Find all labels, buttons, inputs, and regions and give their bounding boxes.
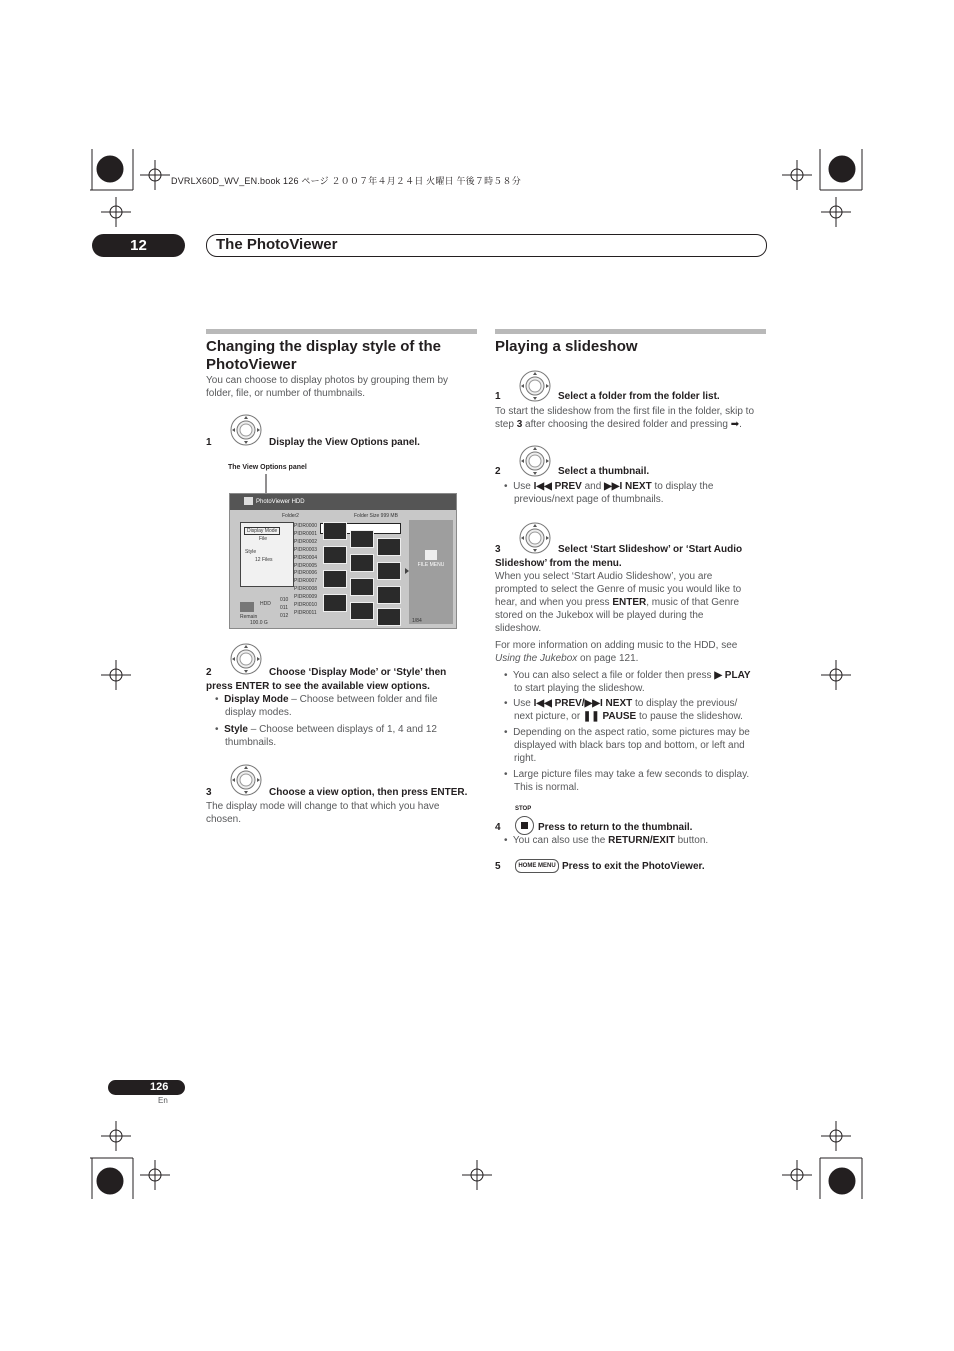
screen-folder-size: Folder Size 999 MB [354, 513, 398, 519]
thumbnail [350, 554, 374, 572]
list-item: • You can also select a file or folder then press ▶ PLAY to start playing the slideshow. [504, 670, 751, 694]
file-item: PIDR0009 [294, 594, 318, 601]
thumbnail [377, 562, 401, 580]
step-body: To start the slideshow from the first file in the folder, skip to step 3 after choosing the desired folder and pressing ➡. [495, 406, 755, 430]
step-body [206, 800, 477, 826]
bullet-text: button. [674, 835, 709, 846]
step-text: Press to exit the PhotoViewer. [562, 861, 705, 872]
heading-line: Changing the display style of the [206, 338, 442, 355]
thumbnail [350, 578, 374, 596]
step-text: Select ‘Start Slideshow’ or ‘Start Audio [558, 544, 743, 555]
display-mode-value: File [259, 536, 268, 542]
cross-reference: Using the Jukebox [495, 653, 578, 664]
body-text: For more information on adding music to the HDD, see [495, 640, 738, 651]
list-item: • Large picture files may take a few seconds to display. This is normal. [504, 769, 750, 793]
file-list [294, 523, 322, 618]
bullet-text: display modes. [225, 707, 292, 718]
file-item: PIDR0007 [294, 578, 318, 585]
section-rule [495, 329, 766, 334]
style-value: 12 Files [255, 557, 273, 563]
screen-page: 1/84 [412, 618, 422, 624]
row-number: 012 [280, 612, 289, 619]
step-text: Press to return to the thumbnail. [538, 822, 693, 833]
thumbnail [323, 594, 347, 612]
key-label: ENTER [612, 597, 647, 608]
row-numbers [280, 597, 288, 621]
list-item: • Depending on the aspect ratio, some pictures may be displayed with black bars top and bottom, or left and right. [504, 727, 750, 764]
thumbnail [377, 538, 401, 556]
body-text: stored on the Jukebox will be played during the [495, 610, 704, 621]
key-label: NEXT [605, 698, 633, 709]
step-number: 3 [206, 787, 212, 798]
thumbnail [377, 608, 401, 626]
bullet-text: displayed with black bars top and bottom, or left and [514, 740, 745, 751]
bullet-text: You can also use the [512, 835, 609, 846]
intro-text: You can choose to display photos by grouping them by [206, 375, 449, 386]
file-item: PIDR0003 [294, 546, 318, 553]
enter-dial-icon [229, 763, 263, 797]
stop-button-icon [515, 816, 534, 835]
page-number: 126 [150, 1081, 169, 1093]
file-item: PIDR0005 [294, 562, 318, 569]
play-icon: ▶ [714, 670, 723, 681]
key-label: NEXT [625, 481, 652, 492]
file-menu-panel [409, 520, 453, 624]
arrow-right-icon: ➡ [730, 419, 740, 430]
pause-icon: ❚❚ [582, 711, 600, 722]
photoviewer-screen [229, 493, 457, 629]
bullet-text: next picture, or [514, 711, 583, 722]
prev-icon: I◀◀ [533, 698, 552, 709]
list-item: • Display Mode – Choose between folder and file display modes. [215, 694, 438, 718]
step-number: 3 [495, 544, 501, 555]
body-text: The display mode will change to that which you have [206, 801, 440, 812]
file-item: PIDR0008 [294, 586, 318, 593]
file-item: PIDR0006 [294, 570, 318, 577]
file-item: PIDR0004 [294, 554, 318, 561]
key-label: PREV [554, 481, 582, 492]
bullet-text: – Choose between folder and file [288, 694, 438, 705]
body-text: prompted to select the Genre of music you would like to [495, 584, 742, 595]
thumbnail [350, 530, 374, 548]
body-text: on page 121. [577, 653, 639, 664]
body-text: To start the slideshow from the first file in the folder, skip to [495, 406, 755, 417]
bullet-text: Use [513, 698, 534, 709]
screen-folder: Folder2 [282, 513, 299, 519]
step-number: 5 [495, 861, 501, 872]
file-item: PIDR0001 [294, 530, 318, 537]
bullet-text: thumbnails. [225, 737, 277, 748]
display-mode-label: Display Mode [244, 527, 280, 535]
body-text: When you select ‘Start Audio Slideshow’, you are [495, 571, 713, 582]
bullet-label: Style [224, 724, 248, 735]
bullet-text: to display the previous/ [632, 698, 738, 709]
bullet-text: Depending on the aspect ratio, some pictures may be [513, 727, 750, 738]
step-text: press ENTER to see the available view options. [206, 681, 430, 692]
step-text: Select a folder from the folder list. [558, 391, 720, 402]
bullet-text: to start playing the slideshow. [514, 683, 645, 694]
bullet-text: This is normal. [514, 782, 580, 793]
screen-title: PhotoViewer HDD [230, 494, 456, 510]
next-icon: ▶▶I [584, 698, 603, 709]
page-number-badge [108, 1080, 185, 1095]
list-item: • Use I◀◀ PREV/▶▶I NEXT to display the previous/ next picture, or ❚❚ PAUSE to pause the slideshow. [504, 698, 743, 722]
step-number: 2 [206, 667, 212, 678]
thumbnail [323, 522, 347, 540]
next-icon: ▶▶I [604, 481, 623, 492]
step-text: Slideshow’ from the menu. [495, 558, 622, 569]
view-options-panel [240, 522, 294, 587]
list-item: • You can also use the RETURN/EXIT button. [504, 835, 709, 846]
stop-label: STOP [515, 806, 532, 812]
list-item: • Style – Choose between displays of 1, 4 and 12 thumbnails. [215, 724, 437, 748]
step-number: 4 [495, 822, 501, 833]
style-label: Style [245, 549, 257, 555]
step-number: 1 [206, 437, 212, 448]
bullet-text: and [581, 481, 605, 492]
key-label: PAUSE [602, 711, 637, 722]
chapter-title: The PhotoViewer [216, 236, 338, 253]
step-text: Select a thumbnail. [558, 466, 650, 477]
list-item: • Use I◀◀ PREV and ▶▶I NEXT to display the previous/next page of thumbnails. [504, 481, 714, 505]
screen-hdd-label: HDD [260, 601, 271, 607]
step-text: Choose ‘Display Mode’ or ‘Style’ then [269, 667, 447, 678]
body-text: after choosing the desired folder and pressing [522, 419, 728, 430]
file-menu-icon [425, 550, 437, 560]
row-number: 010 [280, 597, 289, 603]
step-number: 2 [495, 466, 501, 477]
file-info: DVRLX60D_WV_EN.book 126 ページ ２００７年４月２４日 火曜日 午後７時５８分 [171, 176, 521, 186]
thumbnail [377, 586, 401, 604]
body-text: chosen. [206, 814, 242, 825]
file-item: PIDR0010 [294, 602, 318, 609]
heading-text: Playing a slideshow [495, 338, 638, 355]
stop-square-icon [521, 822, 528, 829]
body-text: slideshow. [495, 623, 542, 634]
intro-text: folder, file, or number of thumbnails. [206, 388, 365, 399]
body-text: step [495, 419, 517, 430]
heading-line: PhotoViewer [206, 356, 297, 373]
bullet-text: previous/next page of thumbnails. [514, 494, 664, 505]
key-label: PLAY [724, 670, 751, 681]
bullet-text: – Choose between displays of 1, 4 and 12 [247, 724, 437, 735]
bullet-text: Use [513, 481, 534, 492]
body-text: , music of that Genre [646, 597, 740, 608]
step-body [495, 570, 770, 635]
prev-icon: I◀◀ [533, 481, 552, 492]
screen-remain-value: 100.0 G [250, 620, 268, 626]
bullet-text: to pause the slideshow. [636, 711, 743, 722]
key-label: PREV/ [554, 698, 585, 709]
body-text: hear, and when you press [495, 597, 613, 608]
bullet-text: Large picture files may take a few seconds to display. [513, 769, 750, 780]
file-item: PIDR0002 [294, 538, 318, 545]
file-item: PIDR0011 [294, 609, 317, 616]
step-text: Choose a view option, then press ENTER. [269, 787, 468, 798]
bullet-text: You can also select a file or folder then press [512, 670, 715, 681]
enter-dial-icon [518, 369, 552, 403]
panel-caption: The View Options panel [228, 464, 307, 471]
enter-dial-icon [518, 521, 552, 555]
home-menu-button-icon: HOME MENU [515, 859, 559, 873]
step-ref: 3 [516, 419, 523, 430]
more-info [495, 639, 770, 665]
photoviewer-icon [244, 497, 253, 505]
arrow-right-icon [405, 568, 409, 574]
bullet-label: Display Mode [224, 694, 289, 705]
row-number: 011 [280, 604, 288, 611]
thumbnail [323, 570, 347, 588]
file-menu-label: FILE MENU [417, 562, 445, 568]
enter-dial-icon [229, 642, 263, 676]
step-number: 1 [495, 391, 501, 402]
screen-remain-label: Remain [240, 614, 258, 620]
enter-dial-icon [518, 444, 552, 478]
right-section-heading [495, 338, 638, 356]
step-text: Display the View Options panel. [269, 437, 420, 448]
bullet-text: to display the [651, 481, 714, 492]
chapter-number: 12 [130, 237, 147, 254]
bullet-text: right. [514, 753, 537, 764]
thumbnail [350, 602, 374, 620]
file-item: PIDR0000 [294, 523, 318, 529]
hdd-icon [240, 602, 254, 612]
key-label: RETURN/EXIT [608, 835, 675, 846]
thumbnail [323, 546, 347, 564]
language-code: En [158, 1096, 168, 1105]
